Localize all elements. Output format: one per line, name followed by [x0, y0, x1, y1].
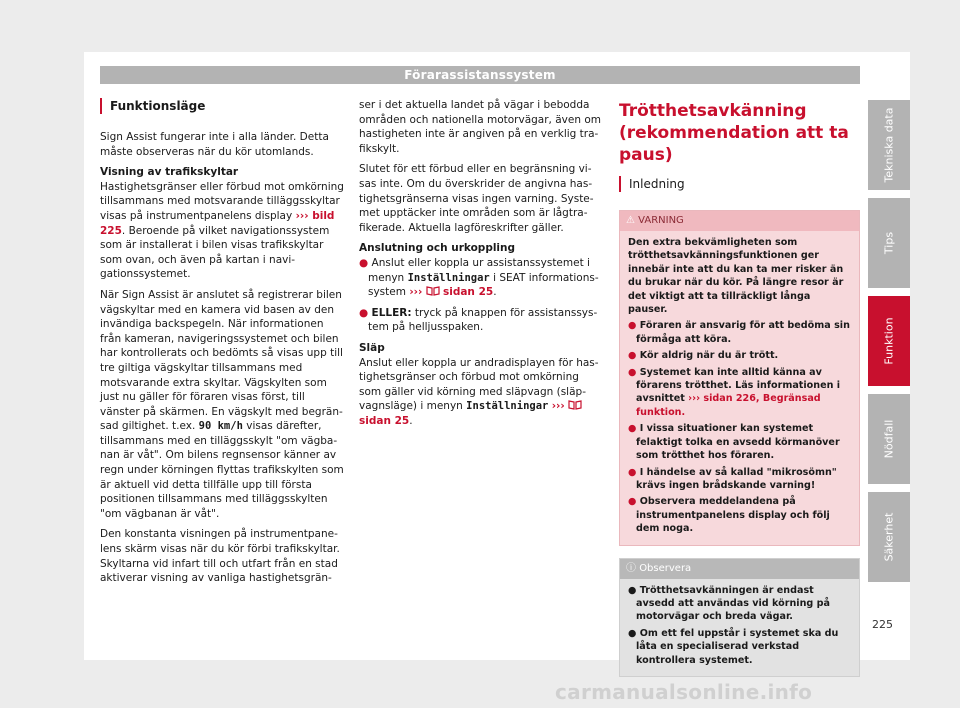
bullet-icon: ●	[628, 496, 637, 508]
column-2	[359, 98, 603, 434]
paragraph: När Sign Assist är anslutet så registrerar bilen vägskyltar med en kamera vid basen av den invändiga backspegeln. När informationen från kameran, navigeringssystemet och bilen har kontrollerats och bedömts så visas upp till tre giltiga vägskyltar tillsammans med motsvarande extra skyltar. Vägskylten som just nu gäller för föraren visas först, till vänster på skärmen. En vägskylt med begränsad giltighet. t.ex. 90 km/h visas därefter, tillsammans med en tilläggsskylt "om vägbanan är våt". Om bilens regnsensor känner av regn under körningen flyttas trafikskylten som är aktuell vid detta tillfälle upp till första positionen tillsammans med tilläggsskylten "om vägbanan är våt".	[100, 288, 344, 520]
page-ref-link[interactable]: sidan 25	[442, 286, 494, 299]
paragraph: Hastighetsgränser eller förbud mot omkörning tillsammans med motsvarande tilläggsskyltar visas på instrumentpanelens display ››› bild 225. Beroende på vilket navigationssystem som är installerat i bilen visas trafikskyltar som ovan, och även på kartan i navigationssystemet.	[100, 180, 344, 281]
bullet-icon: ●	[628, 627, 637, 639]
header-title: Förarassistanssystem	[404, 68, 556, 82]
warning-icon: ⚠	[626, 215, 635, 226]
bullet-icon: ●	[628, 320, 637, 332]
list-item: ● I händelse av så kallad "mikrosömn" krävs ingen brådskande varning!	[628, 466, 837, 491]
tab-tips[interactable]: Tips	[868, 198, 910, 288]
list-item: ● Trötthetsavkänningen är endast avsedd att användas vid körning på motorvägar och breda vägar.	[628, 584, 830, 623]
list-item: ● Observera meddelandena på instrumentpanelens display och följ dem noga.	[628, 496, 830, 535]
menu-name: Inställningar	[407, 271, 490, 284]
warning-header: ⚠ VARNING	[620, 211, 859, 231]
page-number: 225	[872, 618, 893, 631]
paragraph: Den konstanta visningen på instrumentpanelens skärm visas när du kör förbi trafikskyltar. Skyltarna vid infart till och utfart från en stad aktiverar visning av vanliga hastighetsgrän-	[100, 528, 340, 585]
list-item: ● Systemet kan inte alltid känna av förarens trötthet. Läs informationen i avsnittet ››› sidan 226, Begränsad funktion.	[628, 366, 841, 418]
paragraph: Sign Assist fungerar inte i alla länder. Detta måste observeras när du kör utomlands.	[100, 131, 329, 158]
bullet-icon: ●	[359, 256, 369, 269]
subheading: Anslutning och urkoppling	[359, 242, 516, 255]
chapter-title: Trötthetsavkänning (rekommendation att ta paus)	[619, 101, 849, 165]
tab-nodfall[interactable]: Nödfall	[868, 394, 910, 484]
subheading: Visning av trafikskyltar	[100, 166, 239, 179]
list-item: ● Anslut eller koppla ur assistanssystemet i menyn Inställningar i SEAT informationssystem ››› sidan 25.	[359, 256, 599, 299]
column-3	[619, 98, 860, 677]
page-ref-link[interactable]: sidan 25	[359, 414, 410, 427]
speed-value: 90 km/h	[198, 420, 243, 433]
bullet-icon: ●	[628, 366, 637, 378]
tab-sakerhet[interactable]: Säkerhet	[868, 492, 910, 582]
bullet-icon: ●	[628, 584, 637, 596]
page-header	[100, 66, 860, 84]
tab-tekniska-data[interactable]: Tekniska data	[868, 100, 910, 190]
list-item: ● Kör aldrig när du är trött.	[628, 350, 779, 362]
book-icon	[426, 286, 440, 296]
list-item: ● Om ett fel uppstår i systemet ska du låta en specialiserad verkstad kontrollera systemet.	[628, 627, 839, 666]
info-icon: ⓘ	[626, 562, 636, 574]
bullet-icon: ●	[628, 350, 637, 362]
paragraph: ser i det aktuella landet på vägar i bebodda områden och nationella motorvägar, även om hastigheten inte är angiven på en verklig trafikskylt.	[359, 99, 601, 155]
paragraph: Slutet för ett förbud eller en begränsning visas inte. Om du överskrider de angivna hastighetsgränserna visas ingen varning. Systemet upptäcker inte områden som är lågtrafikerade. Aktuella lagföreskrifter gäller.	[359, 163, 594, 234]
tab-funktion[interactable]: Funktion	[868, 296, 910, 386]
subheading: Släp	[359, 341, 385, 354]
ref-arrow: ›››	[409, 286, 423, 299]
bullet-icon: ●	[628, 466, 637, 478]
menu-name: Inställningar	[466, 400, 549, 413]
ref-arrow: ›››	[551, 400, 565, 413]
list-item: ● ELLER: tryck på knappen för assistanssystem på helljusspaken.	[359, 306, 598, 334]
book-icon	[568, 400, 582, 410]
section-title: Funktionsläge	[100, 98, 346, 114]
warning-lead: Den extra bekvämligheten som trötthetsavkänningsfunktionen ger innebär inte att du kan ta mer risker än du brukar när du kör. På längre resor är det viktigt att ta tillräckligt långa pauser.	[628, 237, 844, 316]
bullet-icon: ●	[628, 423, 637, 435]
note-header: ⓘ Observera	[620, 559, 859, 579]
bullet-icon: ●	[359, 306, 369, 319]
warning-box	[619, 210, 860, 546]
list-item: ● Föraren är ansvarig för att bedöma sin förmåga att köra.	[628, 320, 850, 345]
section-ref-link[interactable]: ››› sidan 226, Begränsad funktion.	[636, 393, 821, 418]
list-item: ● I vissa situationer kan systemet felaktigt tolka en avsedd körmanöver som trötthet hos föraren.	[628, 423, 840, 462]
intro-heading: Inledning	[619, 176, 860, 192]
paragraph: Anslut eller koppla ur andradisplayen för hastighetsgränser och förbud mot omkörning som gäller vid körning med släpvagn (släpvagnsläge) i menyn Inställningar ››› sidan 25.	[359, 356, 599, 427]
watermark: carmanualsonline.info	[555, 680, 813, 704]
column-1	[100, 98, 346, 592]
note-box	[619, 558, 860, 677]
figure-ref-link[interactable]: ››› bild 225	[100, 209, 335, 237]
